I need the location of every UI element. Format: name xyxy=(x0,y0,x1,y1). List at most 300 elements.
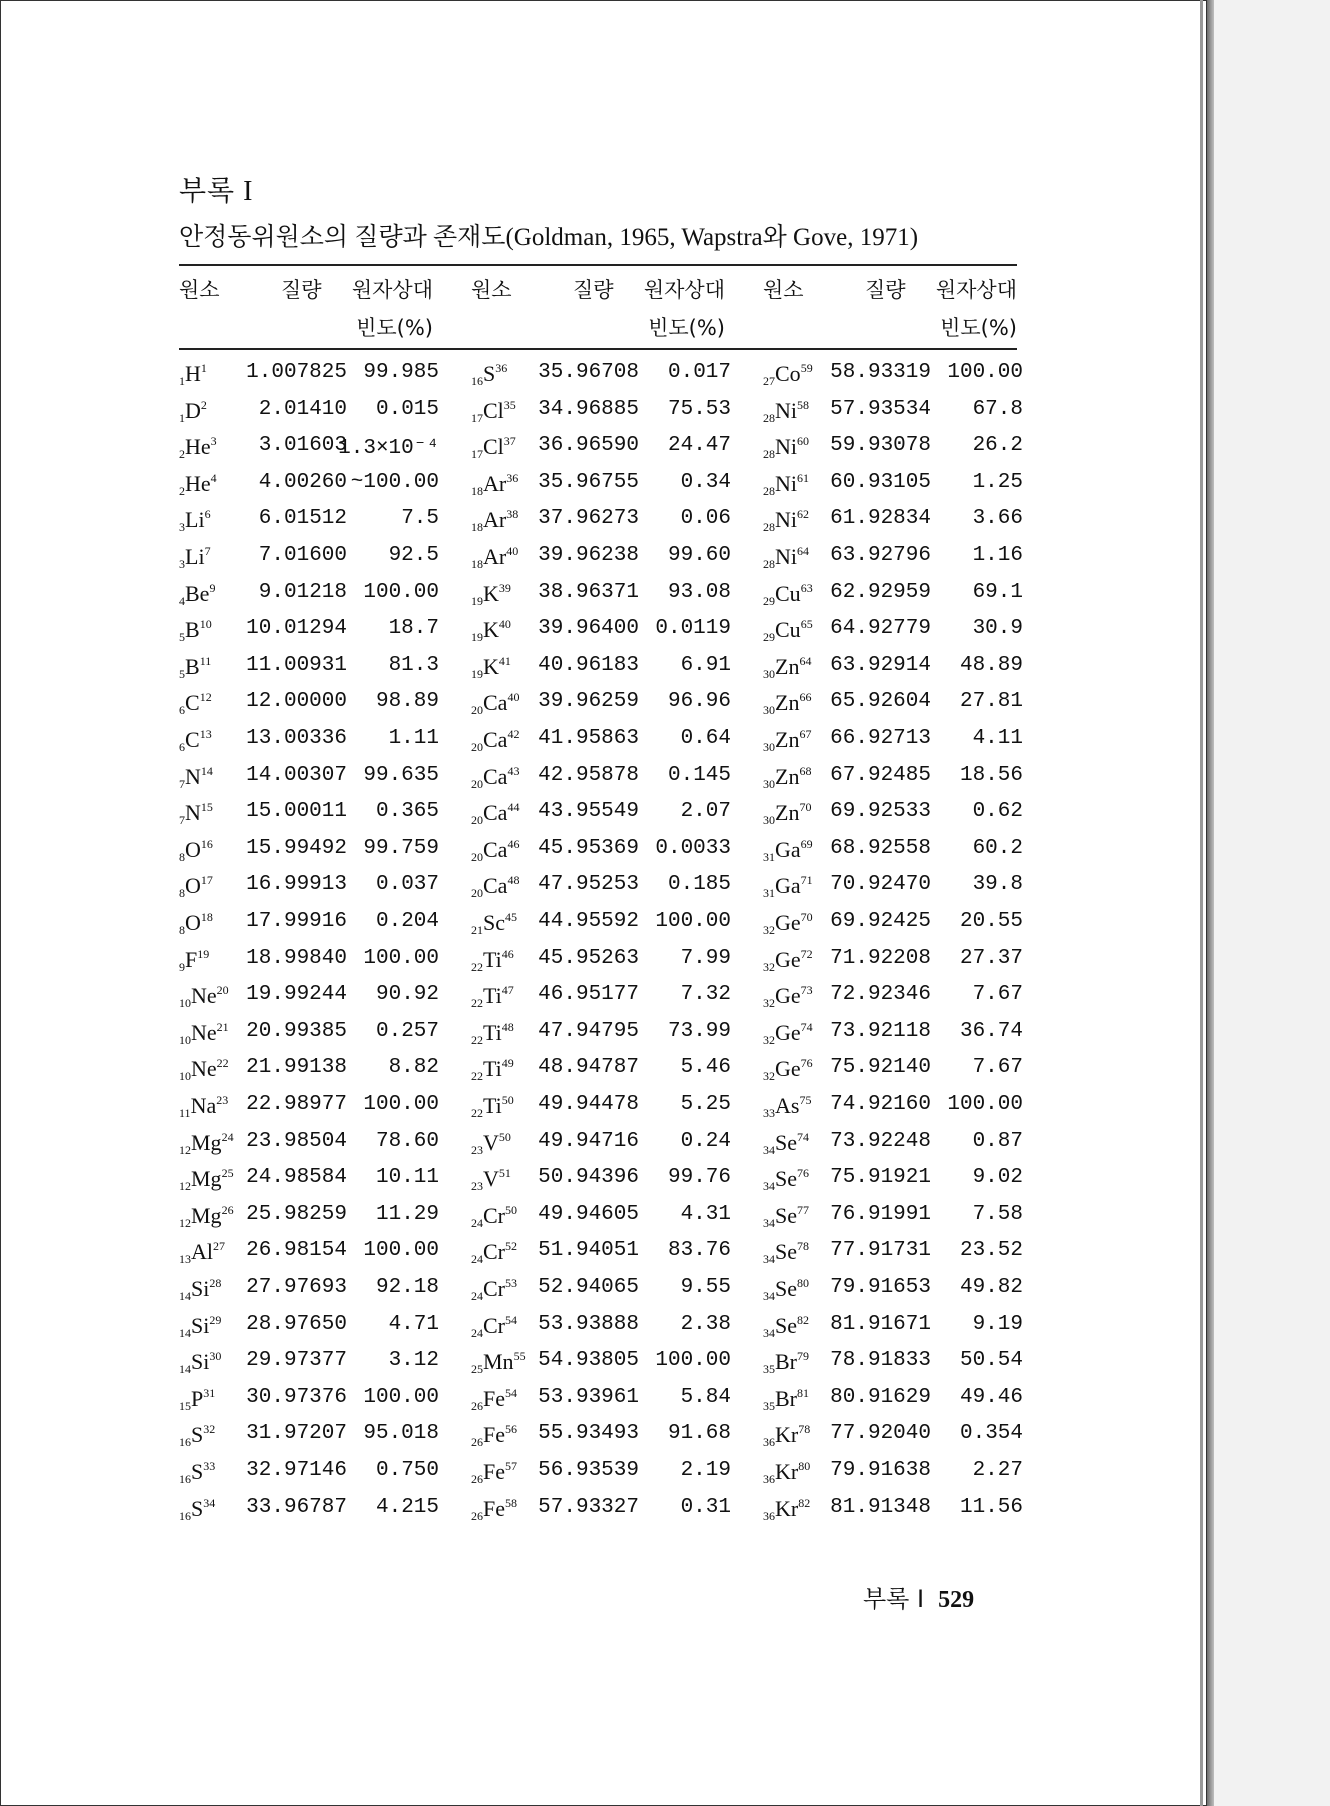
isotope-mass: 79.91638 xyxy=(830,1459,931,1482)
element-symbol: Ne xyxy=(191,983,217,1009)
isotope-mass: 39.96259 xyxy=(538,690,639,714)
isotope-mass: 70.92470 xyxy=(830,873,931,897)
table-row xyxy=(471,434,731,471)
isotope-symbol xyxy=(179,910,213,938)
isotope-symbol xyxy=(763,361,813,389)
isotope-symbol xyxy=(179,581,215,609)
mass-number: 80 xyxy=(798,1459,811,1473)
isotope-abundance: 0.365 xyxy=(375,800,439,824)
isotope-mass: 39.96238 xyxy=(538,544,639,567)
element-symbol: Fe xyxy=(483,1385,505,1411)
isotope-symbol xyxy=(471,1313,517,1341)
isotope-symbol xyxy=(471,910,517,938)
mass-number: 43 xyxy=(507,763,520,778)
table-row xyxy=(179,544,439,581)
element-symbol: Mn xyxy=(483,1349,514,1375)
element-symbol: K xyxy=(483,653,499,679)
mass-number: 76 xyxy=(797,1166,809,1181)
mass-number: 66 xyxy=(799,690,812,705)
mass-number: 41 xyxy=(498,653,511,668)
mass-number: 22 xyxy=(216,1056,229,1071)
isotope-mass: 63.92796 xyxy=(830,544,931,567)
table-title: 안정동위원소의 질량과 존재도(Goldman, 1965, Wapstra와 Gove, 1971) xyxy=(179,224,919,251)
isotope-mass: 26.98154 xyxy=(246,1239,347,1263)
isotope-symbol xyxy=(471,727,519,755)
table-row xyxy=(179,873,439,910)
isotope-mass: 73.92118 xyxy=(830,1019,931,1043)
atomic-number: 26 xyxy=(471,1398,483,1413)
mass-number: 54 xyxy=(505,1385,517,1400)
header-mass: 질량 xyxy=(865,278,906,302)
element-symbol: S xyxy=(191,1459,204,1484)
isotope-symbol xyxy=(179,837,213,865)
element-symbol: Ge xyxy=(775,1019,801,1045)
element-symbol: Mg xyxy=(191,1129,222,1155)
table-row xyxy=(763,1203,1023,1240)
isotope-mass: 18.99840 xyxy=(246,946,347,970)
table-row xyxy=(179,983,439,1020)
table-row xyxy=(179,1496,439,1533)
isotope-abundance: 0.64 xyxy=(680,727,731,750)
isotope-mass: 78.91833 xyxy=(830,1349,931,1373)
atomic-number: 20 xyxy=(471,703,483,718)
isotope-abundance: 11.29 xyxy=(375,1202,439,1226)
table-row xyxy=(763,1020,1023,1057)
isotope-mass: 61.92834 xyxy=(830,507,931,531)
isotope-mass: 33.96787 xyxy=(246,1495,347,1519)
isotope-symbol xyxy=(763,764,811,792)
mass-number: 13 xyxy=(199,727,212,741)
header-mass: 질량 xyxy=(281,278,322,302)
mass-number: 48 xyxy=(507,873,520,888)
isotope-mass: 39.96400 xyxy=(538,617,639,641)
table-row xyxy=(471,1386,731,1423)
element-symbol: Ti xyxy=(483,1019,502,1045)
element-symbol: Ga xyxy=(775,836,801,862)
atomic-number: 19 xyxy=(471,593,483,608)
element-symbol: Cr xyxy=(483,1276,505,1301)
element-symbol: Fe xyxy=(483,1422,505,1448)
atomic-number: 28 xyxy=(763,520,775,535)
table-row xyxy=(179,837,439,874)
table-row xyxy=(763,727,1023,764)
isotope-mass: 12.00000 xyxy=(246,690,347,714)
element-symbol: Ca xyxy=(483,800,508,826)
mass-number: 37 xyxy=(503,434,516,449)
table-row xyxy=(179,434,439,471)
isotope-abundance: 9.02 xyxy=(972,1166,1023,1190)
mass-number: 44 xyxy=(507,800,520,815)
element-symbol: Ca xyxy=(483,873,508,899)
element-symbol: F xyxy=(185,946,198,972)
mass-number: 36 xyxy=(495,361,508,375)
atomic-number: 32 xyxy=(763,1069,775,1084)
atomic-number: 22 xyxy=(471,1032,483,1047)
isotope-mass: 60.93105 xyxy=(830,470,931,494)
isotope-symbol xyxy=(763,873,813,901)
header-element: 원소 xyxy=(471,278,512,302)
isotope-mass: 57.93534 xyxy=(830,397,931,421)
atomic-number: 30 xyxy=(763,666,775,681)
atomic-number: 12 xyxy=(179,1142,191,1157)
isotope-mass: 52.94065 xyxy=(538,1276,639,1299)
mass-number: 40 xyxy=(507,690,520,705)
isotope-abundance: 24.47 xyxy=(667,434,731,458)
mass-number: 39 xyxy=(498,580,511,595)
isotope-abundance: 1.3×10⁻⁴ xyxy=(338,437,439,461)
element-symbol: Kr xyxy=(775,1459,799,1484)
element-symbol: Zn xyxy=(775,763,800,789)
table-row xyxy=(471,1056,731,1093)
isotope-abundance: 100.00 xyxy=(947,361,1023,384)
atomic-number: 10 xyxy=(179,1069,191,1084)
isotope-symbol xyxy=(471,1020,514,1048)
mass-number: 74 xyxy=(797,1129,809,1144)
element-symbol: Ni xyxy=(775,544,797,569)
isotope-mass: 53.93961 xyxy=(538,1385,639,1409)
table-row xyxy=(763,398,1023,435)
table-row xyxy=(179,690,439,727)
element-symbol: Ge xyxy=(775,946,801,972)
isotope-abundance: 2.27 xyxy=(972,1459,1023,1482)
isotope-abundance: 100.00 xyxy=(363,1239,439,1263)
isotope-abundance: 7.67 xyxy=(972,1056,1023,1080)
table-row xyxy=(179,800,439,837)
table-row xyxy=(763,1239,1023,1276)
isotope-abundance: 6.91 xyxy=(680,653,731,677)
mass-number: 9 xyxy=(209,580,216,595)
mass-number: 72 xyxy=(800,946,813,961)
isotope-mass: 3.01603 xyxy=(258,434,347,458)
table-row xyxy=(179,581,439,618)
element-symbol: Be xyxy=(185,580,210,606)
table-row xyxy=(179,1056,439,1093)
isotope-abundance: 4.71 xyxy=(388,1312,439,1336)
isotope-symbol xyxy=(471,1422,517,1450)
isotope-symbol xyxy=(179,434,217,462)
isotope-mass: 75.92140 xyxy=(830,1056,931,1080)
atomic-number: 30 xyxy=(763,776,775,791)
isotope-abundance: 4.215 xyxy=(375,1495,439,1519)
element-symbol: Cu xyxy=(775,617,801,643)
isotope-mass: 16.99913 xyxy=(246,873,347,897)
atomic-number: 27 xyxy=(763,374,775,388)
element-symbol: Ga xyxy=(775,873,801,899)
mass-number: 28 xyxy=(209,1276,222,1290)
isotope-mass: 48.94787 xyxy=(538,1056,639,1080)
mass-number: 79 xyxy=(797,1349,809,1364)
isotope-abundance: 92.5 xyxy=(388,544,439,567)
table-row xyxy=(763,1349,1023,1386)
atomic-number: 30 xyxy=(763,813,775,828)
atomic-number: 20 xyxy=(471,776,483,791)
mass-number: 82 xyxy=(798,1495,811,1510)
isotope-symbol xyxy=(471,983,514,1011)
mass-number: 15 xyxy=(200,800,213,815)
table-row xyxy=(763,690,1023,727)
isotope-symbol xyxy=(763,471,809,499)
atomic-number: 19 xyxy=(471,630,483,645)
mass-number: 80 xyxy=(797,1276,809,1290)
mass-number: 76 xyxy=(800,1056,813,1071)
atomic-number: 12 xyxy=(179,1179,191,1194)
atomic-number: 36 xyxy=(763,1472,775,1486)
element-symbol: S xyxy=(483,361,496,386)
atomic-number: 18 xyxy=(471,557,483,571)
isotope-abundance: 9.19 xyxy=(972,1312,1023,1336)
isotope-abundance: 5.25 xyxy=(680,1093,731,1116)
element-symbol: V xyxy=(483,1166,499,1192)
isotope-mass: 45.95263 xyxy=(538,946,639,970)
isotope-mass: 9.01218 xyxy=(258,580,347,604)
isotope-abundance: 50.54 xyxy=(959,1349,1023,1373)
atomic-number: 21 xyxy=(471,923,483,937)
isotope-mass: 36.96590 xyxy=(538,434,639,458)
isotope-abundance: 48.89 xyxy=(959,653,1023,677)
isotope-symbol xyxy=(471,471,518,499)
table-row xyxy=(471,800,731,837)
element-symbol: Si xyxy=(191,1312,210,1338)
element-symbol: Kr xyxy=(775,1495,799,1521)
isotope-mass: 1.007825 xyxy=(246,361,347,384)
mass-number: 23 xyxy=(216,1093,229,1107)
isotope-abundance: 18.56 xyxy=(959,763,1023,787)
element-symbol: Ar xyxy=(483,470,507,496)
mass-number: 73 xyxy=(800,983,813,998)
isotope-mass: 81.91348 xyxy=(830,1495,931,1519)
isotope-symbol xyxy=(471,1276,517,1304)
isotope-symbol xyxy=(763,1313,809,1341)
atomic-number: 1 xyxy=(179,410,185,425)
isotope-symbol xyxy=(179,1459,215,1487)
isotope-mass: 59.93078 xyxy=(830,434,931,458)
element-symbol: Ar xyxy=(483,544,507,569)
isotope-mass: 45.95369 xyxy=(538,836,639,860)
mass-number: 64 xyxy=(797,544,809,558)
table-row xyxy=(179,1093,439,1130)
table-row xyxy=(763,1093,1023,1130)
isotope-mass: 13.00336 xyxy=(246,727,347,750)
table-row xyxy=(179,471,439,508)
isotope-symbol xyxy=(471,690,519,718)
isotope-abundance: 100.00 xyxy=(363,580,439,604)
element-symbol: S xyxy=(191,1422,204,1448)
isotope-mass: 14.00307 xyxy=(246,763,347,787)
isotope-symbol xyxy=(471,1459,517,1487)
table-row xyxy=(471,1093,731,1130)
atomic-number: 5 xyxy=(179,666,185,681)
table-row xyxy=(471,1422,731,1459)
header-abundance-line1: 원자상대 xyxy=(935,278,1017,302)
isotope-symbol xyxy=(179,1349,221,1377)
isotope-abundance: 69.1 xyxy=(972,580,1023,604)
isotope-symbol xyxy=(471,617,511,645)
mass-number: 1 xyxy=(200,361,207,375)
isotope-symbol xyxy=(763,544,809,572)
mass-number: 63 xyxy=(800,580,813,595)
mass-number: 78 xyxy=(798,1422,811,1437)
isotope-abundance: 4.31 xyxy=(680,1202,731,1226)
atomic-number: 32 xyxy=(763,1032,775,1047)
atomic-number: 3 xyxy=(179,557,185,571)
mass-number: 52 xyxy=(505,1239,517,1254)
isotope-symbol xyxy=(763,1203,809,1231)
isotope-abundance: 100.00 xyxy=(363,1093,439,1116)
isotope-abundance: 100.00 xyxy=(363,1385,439,1409)
isotope-mass: 46.95177 xyxy=(538,983,639,1007)
element-symbol: He xyxy=(185,470,211,496)
isotope-symbol xyxy=(179,544,211,572)
mass-number: 47 xyxy=(501,983,514,998)
element-symbol: Co xyxy=(775,361,801,386)
isotope-mass: 15.99492 xyxy=(246,836,347,860)
isotope-mass: 41.95863 xyxy=(538,727,639,750)
isotope-mass: 37.96273 xyxy=(538,507,639,531)
isotope-symbol xyxy=(179,507,211,535)
atomic-number: 18 xyxy=(471,520,483,535)
isotope-mass: 57.93327 xyxy=(538,1495,639,1519)
isotope-mass: 65.92604 xyxy=(830,690,931,714)
page-number: 529 xyxy=(938,1587,975,1613)
atomic-number: 36 xyxy=(763,1435,775,1450)
atomic-number: 8 xyxy=(179,849,185,864)
element-symbol: Ti xyxy=(483,946,502,972)
isotope-abundance: 7.5 xyxy=(401,507,439,531)
mass-number: 17 xyxy=(200,873,213,888)
atomic-number: 32 xyxy=(763,996,775,1011)
isotope-mass: 49.94716 xyxy=(538,1129,639,1153)
isotope-mass: 30.97376 xyxy=(246,1385,347,1409)
isotope-abundance: 4.11 xyxy=(972,727,1023,750)
element-symbol: P xyxy=(191,1385,204,1411)
isotope-abundance: 0.015 xyxy=(375,397,439,421)
mass-number: 31 xyxy=(203,1385,216,1400)
isotope-mass: 56.93539 xyxy=(538,1459,639,1482)
table-header-rule xyxy=(179,348,1017,350)
isotope-symbol xyxy=(471,1386,517,1414)
table-row xyxy=(179,507,439,544)
isotope-symbol xyxy=(471,434,516,462)
mass-number: 55 xyxy=(513,1349,526,1364)
mass-number: 24 xyxy=(221,1129,234,1144)
element-symbol: Ge xyxy=(775,910,801,935)
atomic-number: 17 xyxy=(471,410,483,425)
isotope-symbol xyxy=(763,1349,809,1377)
atomic-number: 4 xyxy=(179,593,185,608)
element-symbol: Ca xyxy=(483,763,508,789)
isotope-abundance: 2.38 xyxy=(680,1312,731,1336)
atomic-number: 32 xyxy=(763,959,775,974)
isotope-symbol xyxy=(179,983,229,1011)
table-row xyxy=(179,727,439,764)
atomic-number: 30 xyxy=(763,740,775,754)
isotope-abundance: 2.07 xyxy=(680,800,731,824)
element-symbol: Cr xyxy=(483,1202,505,1228)
mass-number: 7 xyxy=(204,544,211,558)
element-symbol: O xyxy=(185,836,201,862)
element-symbol: Zn xyxy=(775,690,800,716)
isotope-abundance: 0.87 xyxy=(972,1129,1023,1153)
element-symbol: K xyxy=(483,580,499,606)
table-row xyxy=(179,1386,439,1423)
mass-number: 50 xyxy=(505,1202,517,1217)
mass-number: 77 xyxy=(797,1202,809,1217)
isotope-mass: 47.94795 xyxy=(538,1019,639,1043)
isotope-abundance: 0.34 xyxy=(680,470,731,494)
atomic-number: 24 xyxy=(471,1252,483,1267)
mass-number: 26 xyxy=(221,1202,234,1217)
atomic-number: 31 xyxy=(763,886,775,901)
isotope-symbol xyxy=(179,1496,215,1524)
atomic-number: 19 xyxy=(471,666,483,681)
table-row xyxy=(763,910,1023,947)
isotope-abundance: 23.52 xyxy=(959,1239,1023,1263)
isotope-symbol xyxy=(471,361,507,389)
isotope-abundance: 0.0119 xyxy=(655,617,731,641)
table-row xyxy=(471,1239,731,1276)
element-symbol: Li xyxy=(185,507,205,533)
isotope-mass: 69.92425 xyxy=(830,910,931,933)
isotope-symbol xyxy=(763,1056,813,1084)
isotope-abundance: 100.00 xyxy=(947,1093,1023,1116)
atomic-number: 34 xyxy=(763,1179,775,1194)
isotope-abundance: ~100.00 xyxy=(350,470,439,494)
table-row xyxy=(763,581,1023,618)
element-symbol: Fe xyxy=(483,1459,505,1484)
isotope-mass: 58.93319 xyxy=(830,361,931,384)
atomic-number: 23 xyxy=(471,1179,483,1194)
mass-number: 36 xyxy=(506,470,519,485)
element-symbol: Al xyxy=(191,1239,213,1265)
element-symbol: Se xyxy=(775,1166,797,1192)
atomic-number: 8 xyxy=(179,923,185,937)
mass-number: 3 xyxy=(210,434,217,449)
element-symbol: Se xyxy=(775,1129,797,1155)
mass-number: 50 xyxy=(501,1093,514,1107)
isotope-symbol xyxy=(763,910,813,938)
isotope-symbol xyxy=(179,398,207,426)
mass-number: 59 xyxy=(800,361,813,375)
isotope-mass: 62.92959 xyxy=(830,580,931,604)
isotope-symbol xyxy=(179,1056,229,1084)
mass-number: 27 xyxy=(213,1239,225,1254)
isotope-mass: 17.99916 xyxy=(246,910,347,933)
element-symbol: Cl xyxy=(483,434,504,460)
isotope-abundance: 27.81 xyxy=(959,690,1023,714)
isotope-symbol xyxy=(471,1203,517,1231)
mass-number: 68 xyxy=(799,763,812,778)
element-symbol: Cu xyxy=(775,580,801,606)
table-row xyxy=(471,617,731,654)
mass-number: 60 xyxy=(797,434,809,449)
isotope-mass: 29.97377 xyxy=(246,1349,347,1373)
atomic-number: 32 xyxy=(763,923,775,937)
isotope-mass: 75.91921 xyxy=(830,1166,931,1190)
isotope-symbol xyxy=(471,1093,514,1121)
mass-number: 53 xyxy=(505,1276,517,1290)
isotope-symbol xyxy=(763,581,813,609)
atomic-number: 33 xyxy=(763,1106,775,1120)
table-row xyxy=(471,1166,731,1203)
mass-number: 48 xyxy=(501,1019,514,1034)
mass-number: 10 xyxy=(199,617,212,632)
element-symbol: Se xyxy=(775,1239,797,1265)
isotope-symbol xyxy=(179,1386,215,1414)
isotope-mass: 10.01294 xyxy=(246,617,347,641)
atomic-number: 28 xyxy=(763,447,775,462)
element-symbol: H xyxy=(185,361,201,386)
isotope-mass: 4.00260 xyxy=(258,470,347,494)
